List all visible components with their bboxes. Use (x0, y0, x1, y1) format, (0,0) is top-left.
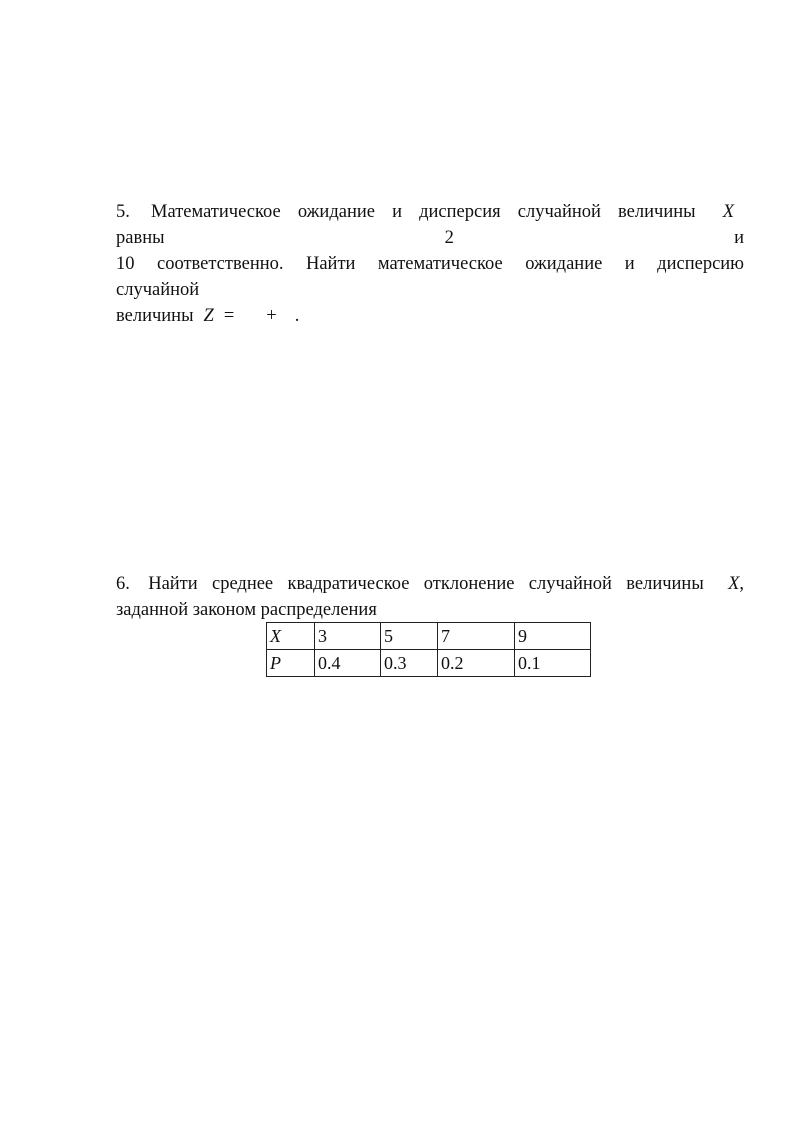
table-row (267, 623, 591, 650)
problem-number: 6. (116, 574, 130, 594)
variable-x: X (722, 202, 735, 222)
table-cell: 3 (315, 623, 381, 650)
table-row (267, 650, 591, 677)
problem-text: равны 2 и (116, 228, 744, 248)
problem-5-line-3 (116, 303, 744, 329)
problem-number: 5. (116, 202, 130, 222)
problem-5 (116, 199, 744, 329)
problem-text: Математическое ожидание и дисперсия случайной величины (151, 202, 696, 222)
equals-sign: = (223, 306, 235, 326)
table-cell: 7 (438, 623, 515, 650)
table-header-cell: P (267, 650, 315, 677)
period: . (294, 306, 300, 326)
table-cell: 0.3 (381, 650, 438, 677)
table-header-cell: X (267, 623, 315, 650)
problem-6-line-1 (116, 571, 744, 597)
problem-text: Найти среднее квадратическое отклонение случайной величины (148, 574, 704, 594)
variable-z: Z (203, 306, 214, 326)
problem-5-line-1 (116, 199, 744, 251)
table-cell: 5 (381, 623, 438, 650)
comma: , (739, 574, 745, 594)
table-cell: 0.2 (438, 650, 515, 677)
problem-5-line-2: 10 соответственно. Найти математическое ожидание и дисперсию случайной (116, 254, 744, 300)
table-cell: 0.1 (515, 650, 591, 677)
distribution-table (266, 622, 591, 677)
variable-x: X (728, 574, 740, 594)
plus-sign: + (266, 306, 277, 326)
table-cell: 0.4 (315, 650, 381, 677)
problem-6-line-2: заданной законом распределения (116, 600, 377, 620)
problem-6 (116, 571, 744, 623)
problem-text: величины (116, 306, 194, 326)
table-cell: 9 (515, 623, 591, 650)
